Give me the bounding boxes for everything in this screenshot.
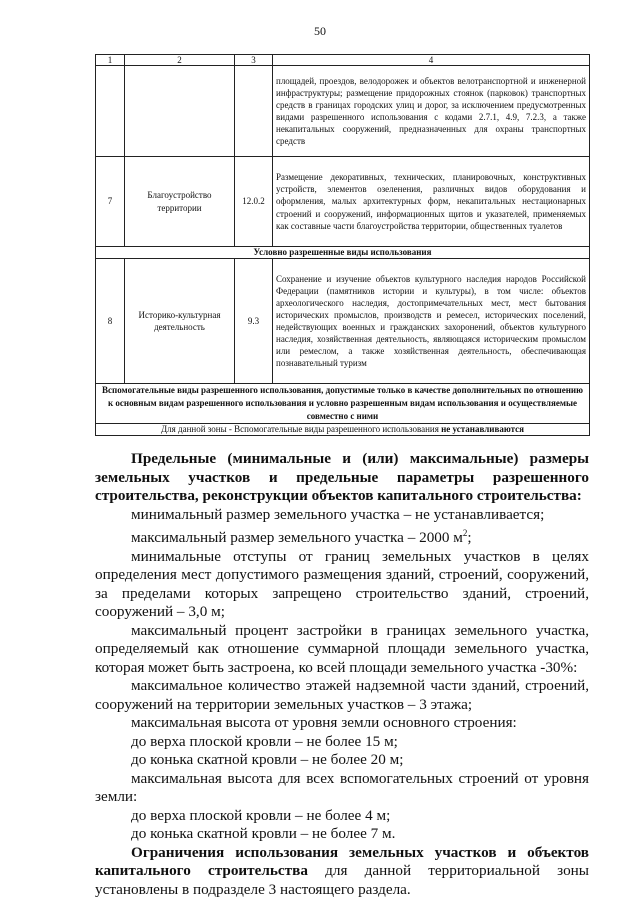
- param-ridge-main: до конька скатной кровли – не более 20 м;: [131, 751, 404, 769]
- max-size-unit-sup: 2: [462, 528, 468, 538]
- table-footer-row: [96, 424, 590, 436]
- param-max-size: [95, 524, 589, 548]
- table-footer: [96, 424, 590, 436]
- param-flat-roof-main: до верха плоской кровли – не более 15 м;: [131, 732, 398, 750]
- permitted-use-table: [95, 54, 590, 436]
- param-setback-line: за пределами которых запрещено строительство зданий, строений,: [95, 584, 589, 602]
- parameters-section: [95, 450, 589, 899]
- section-aux-title: Вспомогательные виды разрешенного использования, допустимые только в качестве дополнительных по отношению к основным видам разрешенного использования и условно разрешенным видам использования и осуществляемые совместно с ними: [96, 384, 590, 424]
- use-name: Благоустройство территории: [125, 157, 235, 247]
- param-height-aux: максимальная высота для всех вспомогательных строений от уровня земли:: [95, 769, 589, 806]
- param-flat-roof-aux: до верха плоской кровли – не более 4 м;: [131, 806, 391, 824]
- use-code: 12.0.2: [235, 157, 273, 247]
- param-height-main: максимальная высота от уровня земли основного строения:: [131, 714, 517, 732]
- use-description: площадей, проездов, велодорожек и объектов велотранспортной и инженерной инфраструктуры; размещение придорожных стоянок (парковок) транспортных средств в границах городских улиц и дорог, за исключением предусмотренных видами разрешенного использования с кодами 2.7.1, 4.9, 7.2.3, а также некапитальных сооружений, предназначенных для охраны транспортных средств: [273, 66, 590, 157]
- table-row-8: [96, 259, 590, 384]
- use-description: Размещение декоративных, технических, планировочных, конструктивных устройств, элементов озеленения, различных видов оборудования и оформления, малых архитектурных форм, некапитальных нестационарных строений и сооружений, информационных щитов и указателей, применяемых как составные части благоустройства территории, общественных туалетов: [273, 157, 590, 247]
- table-row-continued: [96, 66, 590, 157]
- restrictions-plain: для данной территориальной зоны установлены в подразделе 3 настоящего раздела.: [95, 862, 589, 898]
- table-header-cell: 3: [235, 55, 273, 66]
- param-coverage: максимальный процент застройки в границах земельного участка, определяемый как отношение суммарной площади земельного участка, которая может быть застроена, ко всей площади земельного участка -30%:: [95, 621, 589, 676]
- use-code: 9.3: [235, 259, 273, 384]
- param-setback-line: определения мест допустимого размещения зданий, строений, сооружений,: [95, 566, 589, 584]
- table-header-cell: 2: [125, 55, 235, 66]
- table-header-cell: 1: [96, 55, 125, 66]
- row-number: 8: [96, 259, 125, 384]
- page-number: 50: [314, 24, 326, 38]
- table-header-cell: 4: [273, 55, 590, 66]
- use-name: Историко-культурная деятельность: [125, 259, 235, 384]
- section-aux-row: [96, 384, 590, 424]
- section-heading: Предельные (минимальные и (или) максимальные) размеры земельных участков и предельные параметры разрешенного строительства, реконструкции объектов капитального строительства:: [95, 450, 589, 504]
- param-ridge-aux: до конька скатной кровли – не более 7 м.: [131, 825, 396, 843]
- param-min-size: минимальный размер земельного участка – не устанавливается;: [131, 505, 545, 523]
- param-floors: максимальное количество этажей надземной части зданий, строений, сооружений на территории земельных участков – 3 этажа;: [95, 677, 589, 713]
- table-row-7: [96, 157, 590, 247]
- max-size-text: максимальный размер земельного участка – 2000 м: [131, 529, 463, 547]
- footer-bold: не устанавливаются: [441, 424, 524, 434]
- section-conditional-row: [96, 247, 590, 259]
- table-header-row: [96, 55, 590, 66]
- restrictions-bold: Ограничения использования земельных участков и объектов капитального строительства: [95, 843, 589, 880]
- use-description: Сохранение и изучение объектов культурного наследия народов Российской Федерации (памятников истории и культуры), в том числе: объектов археологического наследия, достопримечательных мест, мест бытования исторических промыслов, производств и ремесел, исторических поселений, недействующих военных и гражданских захоронений, объектов культурного наследия, хозяйственная деятельность, являющаяся историческим промыслом или ремеслом, а также хозяйственная деятельность, обеспечивающая познавательный туризм: [273, 259, 590, 384]
- param-setback-line: минимальные отступы от границ земельных участков в целях: [131, 547, 589, 565]
- restrictions-paragraph: [95, 844, 589, 900]
- max-size-end: ;: [467, 529, 472, 547]
- section-conditional-title: Условно разрешенные виды использования: [96, 247, 590, 259]
- footer-plain: Для данной зоны - Вспомогательные виды разрешенного использования: [161, 424, 442, 434]
- row-number: 7: [96, 157, 125, 247]
- param-setback-line: сооружений – 3,0 м;: [95, 603, 225, 621]
